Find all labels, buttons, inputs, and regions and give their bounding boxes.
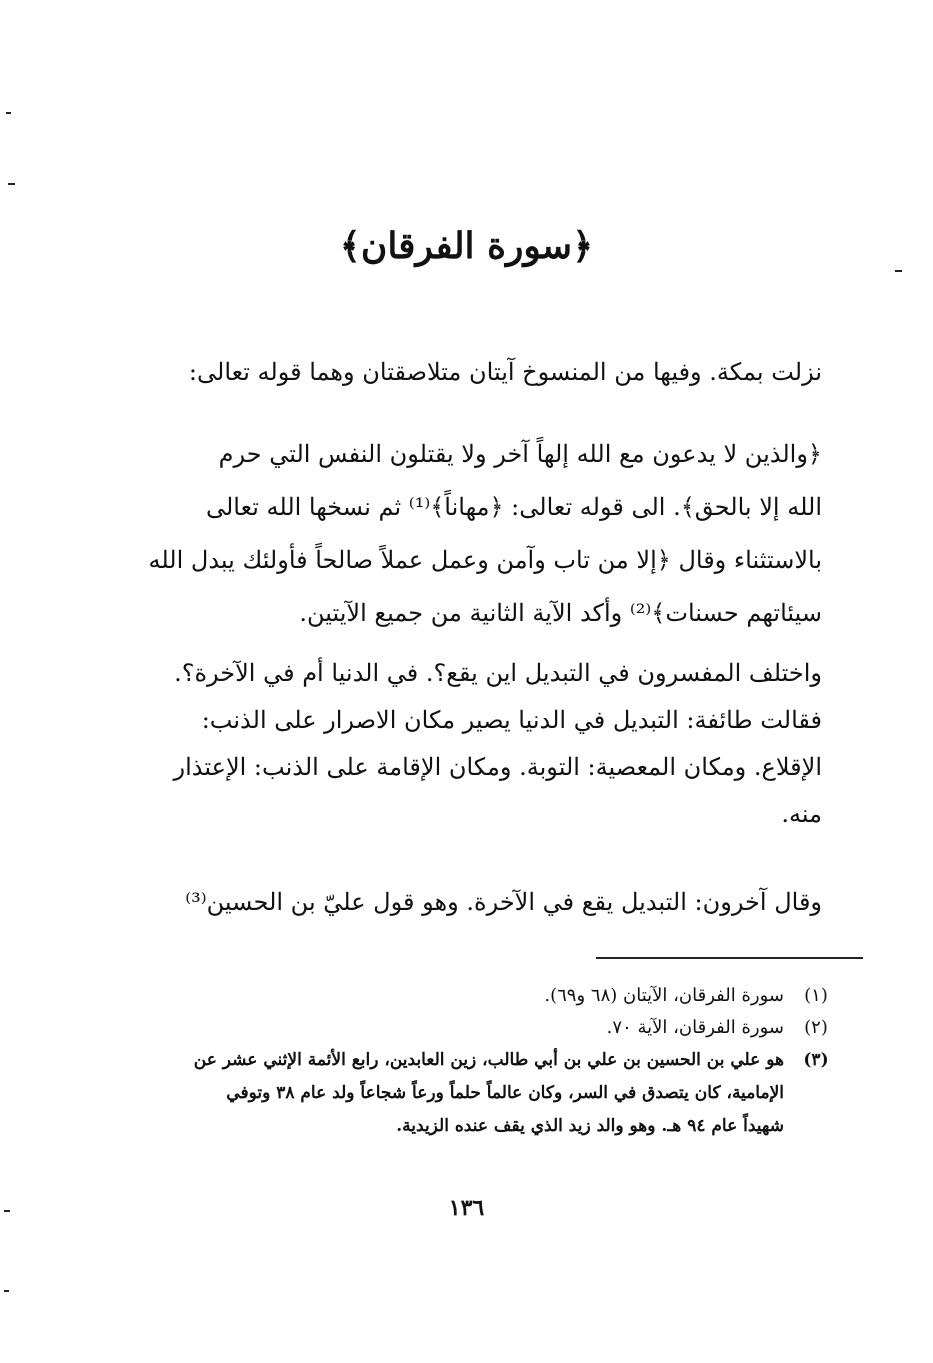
- scan-mark: [4, 1290, 9, 1292]
- paragraph-others: [104, 876, 822, 928]
- text-line: نزلت بمكة. وفيها من المنسوخ آيتان متلاصقتان وهما قوله تعالى:: [188, 358, 822, 386]
- text-line: سيئاتهم حسنات﴾⁽²⁾ وأكد الآية الثانية من جميع الآيتين.: [299, 599, 822, 627]
- footnote-line: شهيداً عام ٩٤ هـ. وهو والد زيد الذي يقف عنده الزيدية.: [396, 1116, 784, 1136]
- text-line: بالاستثناء وقال ﴿إلا من تاب وآمن وعمل عملاً صالحاً فأولئك يبدل الله: [148, 546, 822, 574]
- footnote-2: [136, 1012, 836, 1044]
- scan-mark: [6, 112, 11, 114]
- footnote-line: هو علي بن الحسين بن علي بن أبي طالب، زين العابدين، رابع الأئمة الإثني عشر عن: [193, 1050, 784, 1070]
- footnote-line: الإمامية، كان يتصدق في السر، وكان عالماً حلماً ورعاً شجاعاً ولد عام ٣٨ وتوفي: [226, 1083, 784, 1103]
- footnote-divider: [596, 957, 863, 959]
- paragraph-intro: [104, 346, 822, 398]
- footnote-text: سورة الفرقان، الآيتان (٦٨ و٦٩).: [544, 985, 784, 1006]
- footnote-text: [136, 1044, 784, 1143]
- text-line: الله إلا بالحق﴾. الى قوله تعالى: ﴿مهاناً﴾⁽¹⁾ ثم نسخها الله تعالى: [205, 493, 822, 521]
- text-line: واختلف المفسرون في التبديل اين يقع؟. في الدنيا أم في الآخرة؟.: [174, 659, 822, 687]
- text-line: الإقلاع. ومكان المعصية: التوبة. ومكان الإقامة على الذنب: الإعتذار: [173, 753, 822, 781]
- paragraph-interpreters: [104, 650, 822, 838]
- text-line: فقالت طائفة: التبديل في الدنيا يصير مكان الاصرار على الذنب:: [201, 706, 822, 734]
- footnote-1: [136, 980, 836, 1012]
- footnote-text: سورة الفرقان، الآية ٧٠.: [606, 1017, 784, 1038]
- paragraph-quranic-verse: [104, 428, 822, 640]
- text-line: وقال آخرون: التبديل يقع في الآخرة. وهو قول عليّ بن الحسين⁽³⁾: [185, 888, 822, 916]
- footnote-number: (٢): [804, 1017, 828, 1038]
- text-line: ﴿والذين لا يدعون مع الله إلهاً آخر ولا يقتلون النفس التي حرم: [218, 440, 822, 468]
- footnote-3: [136, 1044, 836, 1143]
- page-number: ١٣٦: [448, 1195, 485, 1221]
- scan-mark: [8, 183, 15, 185]
- footnote-number: (٣): [803, 1050, 829, 1070]
- chapter-title: ﴿سورة الفرقان﴾: [339, 225, 594, 267]
- footnote-number: (١): [804, 985, 828, 1006]
- footnotes: [136, 980, 836, 1143]
- text-line: منه.: [781, 800, 822, 828]
